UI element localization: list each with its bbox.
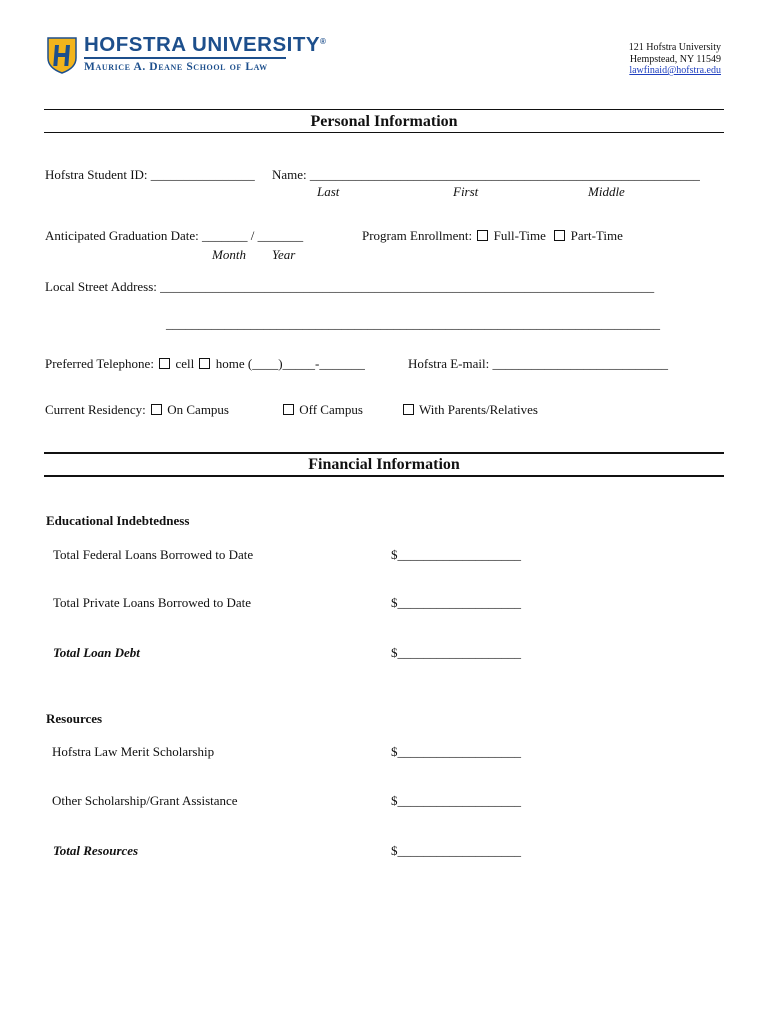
hofstra-shield-logo-icon — [46, 36, 78, 74]
logo-divider — [84, 57, 286, 59]
university-name: HOFSTRA UNIVERSITY® — [84, 33, 327, 56]
private-loans-amount[interactable]: $___________________ — [391, 595, 521, 610]
address-line-1: 121 Hofstra University — [628, 42, 721, 53]
merit-scholarship-label: Hofstra Law Merit Scholarship — [52, 744, 215, 759]
with-parents-option — [401, 402, 538, 418]
with-parents-checkbox[interactable] — [403, 404, 414, 415]
residency-label: Current Residency: — [45, 402, 146, 417]
financial-info-title: Financial Information — [308, 456, 460, 473]
federal-loans-label: Total Federal Loans Borrowed to Date — [53, 547, 254, 562]
registered-mark: ® — [320, 37, 327, 46]
parttime-label: Part-Time — [570, 228, 623, 243]
merit-scholarship-amount[interactable]: $___________________ — [391, 744, 521, 759]
program-enrollment — [362, 228, 623, 244]
total-loan-debt-label: Total Loan Debt — [53, 645, 140, 660]
grad-year-caption: Year — [272, 247, 296, 262]
federal-loans-amount[interactable]: $___________________ — [391, 547, 521, 562]
off-campus-checkbox[interactable] — [283, 404, 294, 415]
student-id-field[interactable]: Hofstra Student ID: ________________ — [45, 167, 255, 182]
name-middle-caption: Middle — [588, 184, 625, 199]
other-scholarship-amount[interactable]: $___________________ — [391, 793, 521, 808]
fulltime-checkbox[interactable] — [477, 230, 488, 241]
financial-rule-bottom — [44, 475, 724, 477]
off-campus-option — [281, 402, 363, 418]
section-rule-top — [44, 109, 724, 110]
street-address-line-2[interactable]: ____________________________________________________________________________ — [166, 316, 660, 331]
address-line-2: Hempstead, NY 11549 — [629, 53, 721, 65]
cell-label: cell — [175, 356, 195, 371]
residency-row — [45, 402, 229, 418]
resources-heading: Resources — [46, 711, 103, 726]
total-resources-label: Total Resources — [53, 843, 139, 858]
street-address-field[interactable]: Local Street Address: ____________________________________________________________________________ — [45, 279, 655, 294]
financial-rule-top — [44, 452, 724, 454]
hofstra-email-field[interactable]: Hofstra E-mail: ___________________________ — [408, 356, 668, 371]
grad-month-caption: Month — [212, 247, 246, 262]
personal-info-title: Personal Information — [310, 113, 458, 130]
off-campus-label: Off Campus — [299, 402, 363, 417]
on-campus-label: On Campus — [167, 402, 229, 417]
contact-address — [629, 42, 721, 77]
fulltime-label: Full-Time — [493, 228, 546, 243]
name-first-caption: First — [453, 184, 479, 199]
program-enrollment-label: Program Enrollment: — [362, 228, 473, 243]
school-name: Maurice A. Deane School of Law — [84, 61, 268, 73]
indebtedness-heading: Educational Indebtedness — [46, 513, 190, 528]
preferred-telephone — [45, 356, 365, 372]
name-field[interactable]: Name: ____________________________________________________________ — [272, 167, 700, 182]
cell-checkbox[interactable] — [159, 358, 170, 369]
home-label: home — [215, 356, 245, 371]
total-resources-amount[interactable]: $___________________ — [391, 843, 521, 858]
on-campus-checkbox[interactable] — [151, 404, 162, 415]
private-loans-label: Total Private Loans Borrowed to Date — [53, 595, 252, 610]
graduation-date-field[interactable]: Anticipated Graduation Date: _______ / _______ — [45, 228, 304, 243]
other-scholarship-label: Other Scholarship/Grant Assistance — [52, 793, 238, 808]
telephone-label: Preferred Telephone: — [45, 356, 154, 371]
name-last-caption: Last — [317, 184, 340, 199]
parttime-checkbox[interactable] — [554, 230, 565, 241]
email-link[interactable]: lawfinaid@hofstra.edu — [629, 65, 721, 76]
phone-number-field[interactable]: (____)_____-_______ — [247, 356, 365, 371]
total-loan-debt-amount[interactable]: $___________________ — [391, 645, 521, 660]
section-rule-bottom — [44, 132, 724, 133]
with-parents-label: With Parents/Relatives — [419, 402, 538, 417]
home-checkbox[interactable] — [199, 358, 210, 369]
